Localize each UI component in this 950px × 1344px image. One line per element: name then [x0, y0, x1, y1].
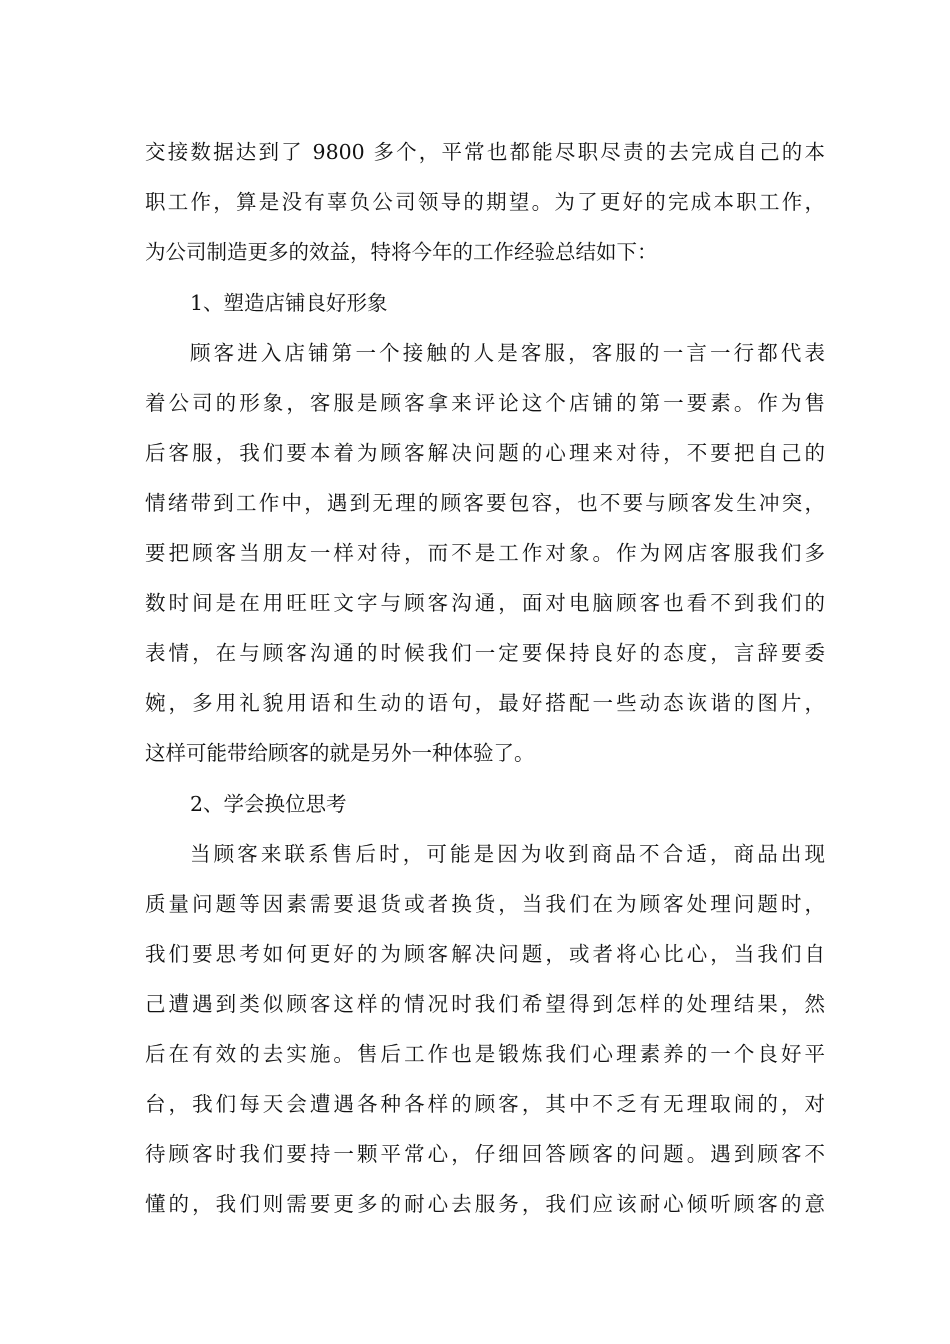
section-2-line-5: 后在有效的去实施。售后工作也是锻炼我们心理素养的一个良好平 — [145, 1042, 825, 1066]
section-1-line-5: 要把顾客当朋友一样对待，而不是工作对象。作为网店客服我们多 — [145, 541, 825, 565]
section-1-line-3: 后客服，我们要本着为顾客解决问题的心理来对待，不要把自己的 — [145, 441, 825, 465]
section-2-line-8: 懂的，我们则需要更多的耐心去服务，我们应该耐心倾听顾客的意 — [145, 1192, 825, 1216]
section-2-line-3: 我们要思考如何更好的为顾客解决问题，或者将心比心，当我们自 — [145, 942, 825, 966]
section-1-line-9: 这样可能带给顾客的就是另外一种体验了。 — [145, 741, 535, 765]
section-1-line-4: 情绪带到工作中，遇到无理的顾客要包容，也不要与顾客发生冲突， — [145, 491, 825, 515]
section-1-line-1: 顾客进入店铺第一个接触的人是客服，客服的一言一行都代表 — [190, 341, 825, 365]
section-2-heading: 2、学会换位思考 — [190, 792, 347, 816]
intro-line-1: 交接数据达到了 9800 多个，平常也都能尽职尽责的去完成自己的本 — [145, 140, 825, 164]
section-1-line-7: 表情，在与顾客沟通的时候我们一定要保持良好的态度，言辞要委 — [145, 641, 825, 665]
intro-line-3: 为公司制造更多的效益，特将今年的工作经验总结如下： — [145, 240, 658, 264]
section-2-line-6: 台，我们每天会遭遇各种各样的顾客，其中不乏有无理取闹的，对 — [145, 1092, 825, 1116]
section-2-line-4: 己遭遇到类似顾客这样的情况时我们希望得到怎样的处理结果，然 — [145, 992, 825, 1016]
section-1-heading: 1、塑造店铺良好形象 — [190, 291, 388, 315]
section-2-line-2: 质量问题等因素需要退货或者换货，当我们在为顾客处理问题时， — [145, 892, 825, 916]
intro-line-2: 职工作，算是没有辜负公司领导的期望。为了更好的完成本职工作， — [145, 190, 825, 214]
section-1-line-8: 婉，多用礼貌用语和生动的语句，最好搭配一些动态诙谐的图片， — [145, 691, 825, 715]
section-2-line-7: 待顾客时我们要持一颗平常心，仔细回答顾客的问题。遇到顾客不 — [145, 1142, 825, 1166]
section-1-line-6: 数时间是在用旺旺文字与顾客沟通，面对电脑顾客也看不到我们的 — [145, 591, 825, 615]
section-1-line-2: 着公司的形象，客服是顾客拿来评论这个店铺的第一要素。作为售 — [145, 391, 825, 415]
section-2-line-1: 当顾客来联系售后时，可能是因为收到商品不合适，商品出现 — [190, 842, 825, 866]
